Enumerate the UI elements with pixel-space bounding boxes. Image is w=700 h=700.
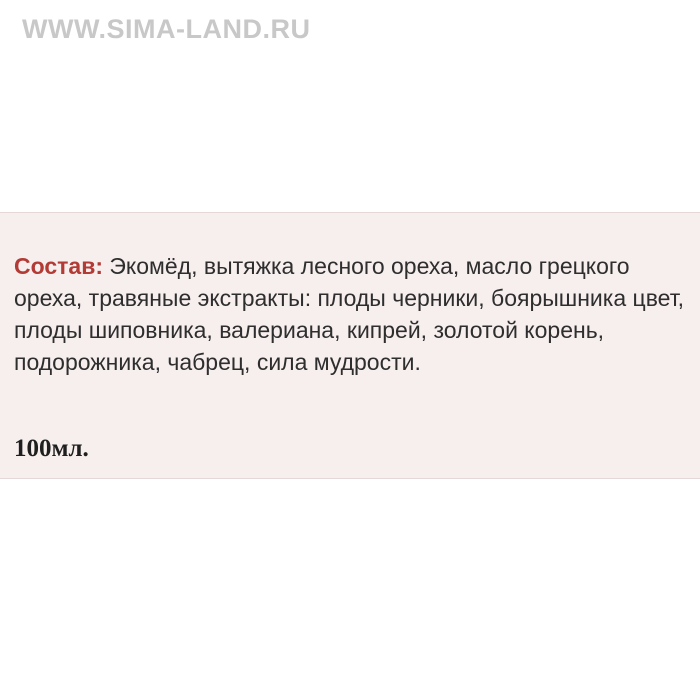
composition-text: Экомёд, вытяжка лесного ореха, масло грецкого ореха, травяные экстракты: плоды черники, боярышника цвет, плоды шиповника, валериана, кипрей, золотой корень, подорожника, чабрец, сила мудрости. (14, 253, 685, 375)
site-watermark: WWW.SIMA-LAND.RU (22, 14, 311, 44)
volume-value: 100мл. (14, 435, 89, 462)
label-panel (0, 212, 700, 479)
composition-heading: Состав: (14, 253, 104, 279)
composition-block (14, 251, 690, 379)
